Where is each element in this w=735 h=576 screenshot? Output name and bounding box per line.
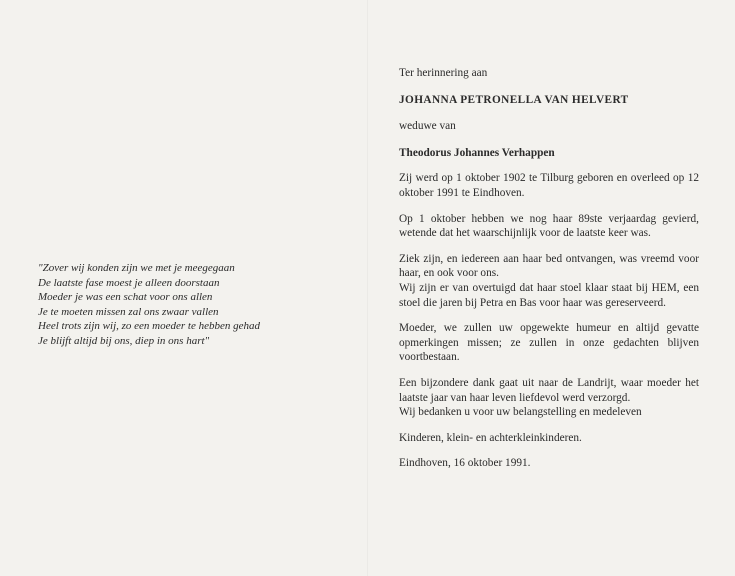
poem-line: Moeder je was een schat voor ons allen (38, 291, 213, 304)
relation-line: weduwe van (399, 120, 456, 133)
place-date: Eindhoven, 16 oktober 1991. (399, 457, 531, 470)
poem-line: Je blijft altijd bij ons, diep in ons hart" (38, 334, 210, 347)
memorial-text (399, 66, 699, 471)
poem-line: De laatste fase moest je alleen doorstaan (38, 276, 220, 289)
deceased-name: JOHANNA PETRONELLA VAN HELVERT (399, 93, 629, 106)
card-fold (367, 0, 368, 576)
gratitude-paragraph: Wij bedanken u voor uw belangstelling en medeleven (399, 406, 642, 419)
poem-line: Heel trots zijn wij, zo een moeder te hebben gehad (38, 320, 260, 333)
illness-paragraph: Ziek zijn, en iedereen aan haar bed ontvangen, was vreemd voor haar, en ook voor ons. (399, 252, 699, 280)
intro-line: Ter herinnering aan (399, 67, 488, 79)
thanks-paragraph: Een bijzondere dank gaat uit naar de Landrijt, waar moeder het laatste jaar van haar leven liefdevol werd verzorgd. (399, 376, 699, 404)
poem-line: "Zover wij konden zijn we met je meegegaan (38, 262, 235, 274)
chair-paragraph: Wij zijn er van overtuigd dat haar stoel klaar staat bij HEM, een stoel die jaren bij Petra en Bas voor haar was gereserveerd. (399, 281, 699, 309)
humour-paragraph: Moeder, we zullen uw opgewekte humeur en altijd gevatte opmerkingen missen; ze zullen in onze gedachten blijven voortbestaan. (399, 322, 699, 364)
spouse-name: Theodorus Johannes Verhappen (399, 146, 555, 159)
memorial-poem (38, 261, 338, 349)
family-signature: Kinderen, klein- en achterkleinkinderen. (399, 431, 582, 444)
poem-line: Je te moeten missen zal ons zwaar vallen (38, 305, 219, 318)
birth-death-paragraph: Zij werd op 1 oktober 1902 te Tilburg geboren en overleed op 12 oktober 1991 te Eindhoven. (399, 172, 699, 199)
birthday-paragraph: Op 1 oktober hebben we nog haar 89ste verjaardag gevierd, wetende dat het waarschijnlijk voor de laatste keer was. (399, 212, 699, 240)
